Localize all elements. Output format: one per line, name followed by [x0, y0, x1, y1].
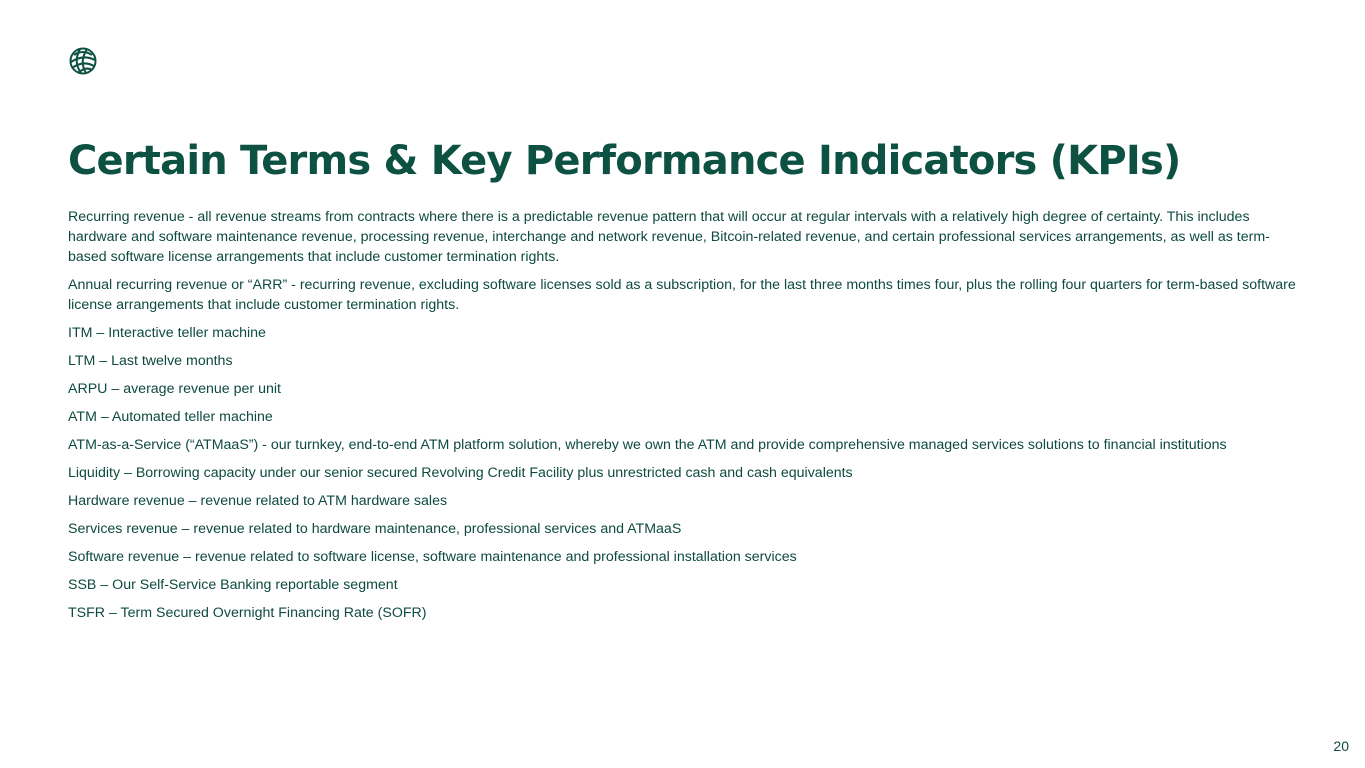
definition-ssb: SSB – Our Self-Service Banking reportable segment: [68, 577, 398, 593]
definition-services-revenue: Services revenue – revenue related to hardware maintenance, professional services and ATMaaS: [68, 521, 682, 537]
definition-itm: ITM – Interactive teller machine: [68, 325, 266, 341]
definition-liquidity: Liquidity – Borrowing capacity under our senior secured Revolving Credit Facility plus unrestricted cash and cash equivalents: [68, 465, 853, 481]
definitions-list: [68, 207, 1303, 631]
slide-title: Certain Terms & Key Performance Indicators (KPIs): [68, 138, 1181, 184]
definition-tsfr: TSFR – Term Secured Overnight Financing Rate (SOFR): [68, 605, 427, 621]
definition-software-revenue: Software revenue – revenue related to software license, software maintenance and professional installation services: [68, 549, 797, 565]
definition-ltm: LTM – Last twelve months: [68, 353, 233, 369]
definition-atmaas: ATM-as-a-Service (“ATMaaS”) - our turnkey, end-to-end ATM platform solution, whereby we own the ATM and provide comprehensive managed services solutions to financial institutions: [68, 437, 1227, 453]
globe-logo-icon: [68, 46, 98, 76]
page-number: 20: [1333, 738, 1349, 754]
definition-atm: ATM – Automated teller machine: [68, 409, 273, 425]
definition-hardware-revenue: Hardware revenue – revenue related to ATM hardware sales: [68, 493, 448, 509]
definition-recurring-revenue: Recurring revenue - all revenue streams from contracts where there is a predictable revenue pattern that will occur at regular intervals with a relatively high degree of certainty. This includes hardware and software maintenance revenue, processing revenue, interchange and network revenue, Bitcoin-related revenue, and certain professional services arrangements, as well as term-based software license arrangements that include customer termination rights.: [68, 209, 1270, 265]
definition-arpu: ARPU – average revenue per unit: [68, 381, 281, 397]
definition-arr: Annual recurring revenue or “ARR” - recurring revenue, excluding software licenses sold as a subscription, for the last three months times four, plus the rolling four quarters for term-based software license arrangements that include customer termination rights.: [68, 277, 1296, 313]
